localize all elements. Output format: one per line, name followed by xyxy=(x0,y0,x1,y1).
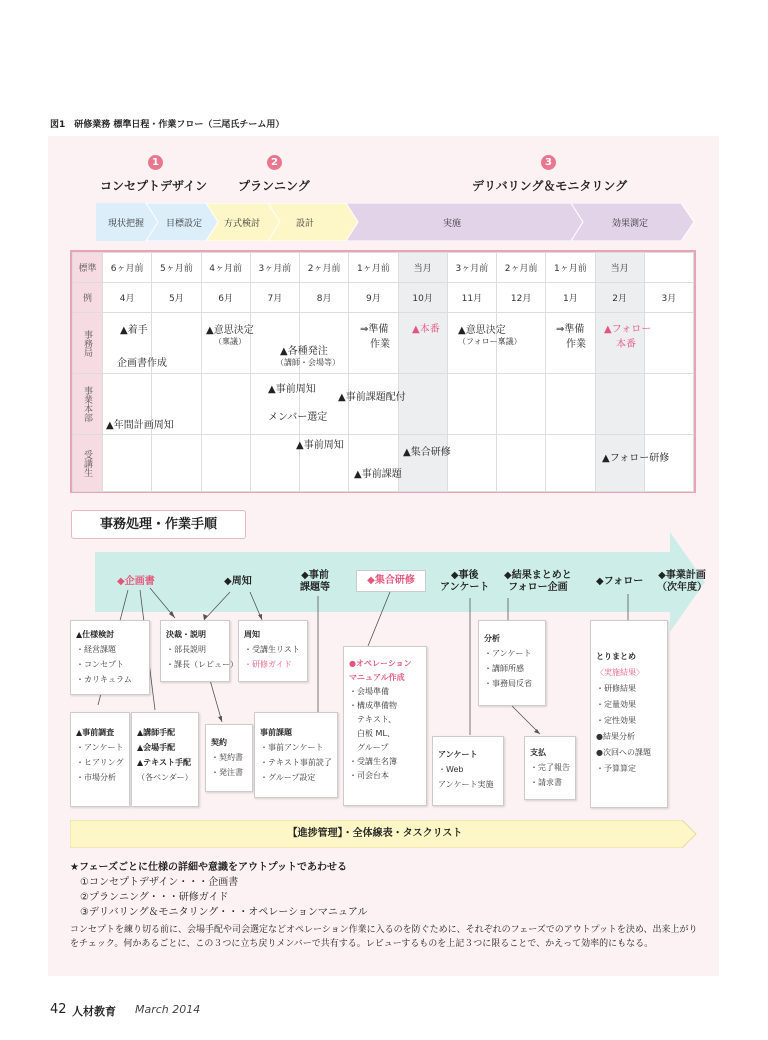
box-bunseki xyxy=(478,620,546,706)
phase-3-title: デリバリング＆モニタリング xyxy=(472,179,628,193)
phase-2-number: 2 xyxy=(267,155,282,170)
event-junbi-2: ⇒準備 xyxy=(556,324,585,335)
box-item: 白板 ML、 xyxy=(349,729,395,738)
box-item: ・経営課題 xyxy=(76,645,116,654)
std-cell: 2ヶ月前 xyxy=(497,253,546,283)
month-cell: 4月 xyxy=(103,283,152,313)
box-item: ・契約書 xyxy=(211,753,243,762)
notes-paragraph: コンセプトを練り切る前に、会場手配や司会選定などオペレーション作業に入るのを防ぐために、それぞれのフェーズでのアウトプットを決め、出来上がりをチェック。何かあるごとに、この３つに立ち戻りメンバーで共有する。レビューするものを上記３つに限ることで、かえって効率的にもなる。 xyxy=(70,925,698,949)
std-cell: 5ヶ月前 xyxy=(152,253,201,283)
progress-text: 【進捗管理】・全体線表・タスクリスト xyxy=(287,828,463,839)
std-cell: 2ヶ月前 xyxy=(300,253,349,283)
box-item: ・Web xyxy=(438,765,464,774)
month-cell: 11月 xyxy=(447,283,496,313)
notes-item: ②プランニング・・・研修ガイド xyxy=(80,892,229,903)
event-ishikettei-1-note: （稟議） xyxy=(214,337,246,346)
step-kekka-line2: フォロー企画 xyxy=(508,582,568,593)
month-cell: 5月 xyxy=(152,283,201,313)
event-member-sentei: メンバー選定 xyxy=(268,412,328,423)
month-cell: 7月 xyxy=(250,283,299,313)
event-follow-honban: ▲フォロー xyxy=(604,324,652,335)
event-kikakusho: 企画書作成 xyxy=(117,358,167,369)
notes-item: ①コンセプトデザイン・・・企画書 xyxy=(80,877,239,888)
month-cell: 1月 xyxy=(546,283,595,313)
row-header-jimukyoku: 事務局 xyxy=(73,313,103,374)
step-shuchi: ◆周知 xyxy=(224,576,252,587)
std-cell: 6ヶ月前 xyxy=(103,253,152,283)
box-item: ・アンケート xyxy=(76,743,124,752)
box-anketo xyxy=(432,736,504,806)
box-item: ・司会台本 xyxy=(349,771,389,780)
box-title: 周知 xyxy=(244,630,260,639)
event-honban: ▲本番 xyxy=(412,324,440,335)
magazine-name: 人材教育 xyxy=(72,1005,116,1018)
month-cell: 10月 xyxy=(398,283,447,313)
step-jizen-line2: 課題等 xyxy=(300,582,330,593)
connector-line xyxy=(368,592,390,646)
box-item: ・市場分析 xyxy=(76,773,116,782)
event-ishikettei-1: ▲意思決定 xyxy=(206,325,254,336)
month-cell: 8月 xyxy=(300,283,349,313)
notes-heading: ★フェーズごとに仕様の詳細や意識をアウトプットであわせる xyxy=(70,862,347,873)
event-junbi-1: ⇒準備 xyxy=(360,324,389,335)
box-keiyaku xyxy=(205,724,253,792)
row-header-jukousei: 受講生 xyxy=(73,435,103,492)
box-item: ・請求書 xyxy=(530,778,562,787)
box-item-highlight: ・研修ガイド xyxy=(244,660,292,669)
box-item: ・会場準備 xyxy=(349,687,389,696)
event-kakushu-note: （講師・会場等） xyxy=(276,358,340,367)
box-item: ▲テキスト手配 xyxy=(137,758,191,767)
box-title: 契約 xyxy=(211,738,227,747)
box-title: とりまとめ xyxy=(596,652,636,661)
connector-line xyxy=(204,592,230,620)
box-torimatome xyxy=(590,620,668,808)
step-follow: ◆フォロー xyxy=(596,576,644,587)
phase-1-title: コンセプトデザイン xyxy=(100,179,208,193)
row-header-example: 例 xyxy=(73,283,103,313)
box-shiyou-kentou xyxy=(70,620,150,695)
box-item: ・予算算定 xyxy=(596,764,636,773)
box-item: ●結果分析 xyxy=(596,732,635,741)
step-keikaku-line1: ◆事業計画 xyxy=(658,570,706,581)
box-item: ・定性効果 xyxy=(596,716,636,725)
box-title: 支払 xyxy=(530,748,546,757)
event-junbi-1-sagyou: 作業 xyxy=(370,339,390,350)
event-ishikettei-2-note: （フォロー稟議） xyxy=(458,337,522,346)
box-item: ・事前アンケート xyxy=(260,743,324,752)
box-item: ・グループ設定 xyxy=(260,773,316,782)
event-nenkan-keikaku: ▲年間計画周知 xyxy=(106,420,174,431)
box-title: 決裁・説明 xyxy=(166,630,206,639)
step-keikaku-line2: （次年度） xyxy=(657,582,707,593)
month-cell: 6月 xyxy=(201,283,250,313)
event-shugo-kenshu: ▲集合研修 xyxy=(403,447,451,458)
box-item: グループ xyxy=(349,743,389,752)
chevron-label: 目標設定 xyxy=(166,219,203,229)
std-cell: 4ヶ月前 xyxy=(201,253,250,283)
box-kessai-setsumei xyxy=(160,620,238,682)
box-tehai xyxy=(131,712,199,807)
box-item: ・事務局反省 xyxy=(484,679,532,688)
box-operation-manual xyxy=(343,646,427,806)
step-kikakusho: ◆企画書 xyxy=(117,576,155,587)
box-item: ・発注書 xyxy=(211,768,243,777)
box-item: ・部長説明 xyxy=(166,645,206,654)
step-jigo-line2: アンケート xyxy=(440,582,490,593)
chevron-label: 実施 xyxy=(443,219,462,229)
box-item: ▲会場手配 xyxy=(137,743,176,752)
box-item: ・コンセプト xyxy=(76,660,124,669)
event-jizen-kadai-haifu: ▲事前課題配付 xyxy=(338,392,406,403)
chevron-label: 設計 xyxy=(296,219,315,229)
page-number: 42 xyxy=(50,1002,67,1017)
box-item: ・定量効果 xyxy=(596,700,636,709)
arrowhead xyxy=(534,729,540,734)
chevron-label: 現状把握 xyxy=(108,219,145,229)
step-shugo-kenshu: ◆集合研修 xyxy=(356,570,426,592)
box-item: ・完了報告 xyxy=(530,763,570,772)
process-title: 事務処理・作業手順 xyxy=(71,510,246,539)
month-cell: 2月 xyxy=(595,283,644,313)
phase-3-number: 3 xyxy=(541,155,556,170)
event-follow-kenshu: ▲フォロー研修 xyxy=(602,453,670,464)
box-item: ・ヒアリング xyxy=(76,758,124,767)
box-item: テキスト、 xyxy=(349,715,397,724)
box-item: ・アンケート xyxy=(484,649,532,658)
box-item: ・受講生名簿 xyxy=(349,757,397,766)
box-item: ・講師所感 xyxy=(484,664,524,673)
box-title: ▲事前調査 xyxy=(76,728,115,737)
box-item: ・研修結果 xyxy=(596,684,636,693)
box-item: ▲講師手配 xyxy=(137,728,176,737)
row-header-honbu: 事業本部 xyxy=(73,374,103,435)
issue-date: March 2014 xyxy=(135,1003,201,1016)
step-jigo-line1: ◆事後 xyxy=(450,570,479,581)
step-kekka-line1: ◆結果まとめと xyxy=(504,570,572,581)
month-cell: 12月 xyxy=(497,283,546,313)
month-cell: 3月 xyxy=(644,283,693,313)
event-jukousei-jizen-shuchi: ▲事前周知 xyxy=(296,440,344,451)
arrowhead xyxy=(218,716,222,722)
box-item: ・受講生リスト xyxy=(244,645,300,654)
box-item: ・テキスト事前読了 xyxy=(260,758,332,767)
notes-block xyxy=(70,860,700,951)
box-title: 分析 xyxy=(484,634,500,643)
event-ishikettei-2: ▲意思決定 xyxy=(458,325,506,336)
std-cell: 1ヶ月前 xyxy=(349,253,398,283)
box-item: ●次回への課題 xyxy=(596,748,651,757)
phase-2-title: プランニング xyxy=(238,179,310,193)
std-cell: 当月 xyxy=(595,253,644,283)
box-title-highlight: マニュアル作成 xyxy=(349,673,405,682)
box-jizen-kadai xyxy=(254,712,338,798)
chevron-label: 方式検討 xyxy=(224,219,261,229)
month-cell: 9月 xyxy=(349,283,398,313)
box-item: アンケート実施 xyxy=(438,780,494,789)
event-follow-honban-2: 本番 xyxy=(616,339,636,350)
connector-line xyxy=(512,706,540,734)
box-item: ・構成準備物 xyxy=(349,701,397,710)
event-jizen-shuchi: ▲事前周知 xyxy=(268,384,316,395)
event-junbi-2-sagyou: 作業 xyxy=(566,339,586,350)
box-title: 事前課題 xyxy=(260,728,292,737)
box-item: （各ベンダー） xyxy=(137,773,193,782)
step-jizen-line1: ◆事前 xyxy=(301,570,329,581)
box-title-highlight: ●オペレーション xyxy=(349,659,412,668)
box-jizen-chousa xyxy=(70,712,130,807)
box-title: ▲仕様検討 xyxy=(76,630,115,639)
box-item: ・課長（レビュー） xyxy=(166,660,238,669)
notes-item: ③デリバリング＆モニタリング・・・オペレーションマニュアル xyxy=(80,907,368,918)
std-cell: 3ヶ月前 xyxy=(250,253,299,283)
event-kakushu-hacchu: ▲各種発注 xyxy=(280,346,328,357)
event-jukousei-jizen-kadai: ▲事前課題 xyxy=(354,469,402,480)
chevron-label: 効果測定 xyxy=(612,219,649,229)
std-cell: 当月 xyxy=(398,253,447,283)
box-shuchi xyxy=(238,620,308,682)
progress-banner xyxy=(70,820,698,848)
std-cell: 3ヶ月前 xyxy=(447,253,496,283)
box-item-highlight: 〈実施結果〉 xyxy=(596,668,644,677)
row-header-standard: 標準 xyxy=(73,253,103,283)
event-chakushu: ▲着手 xyxy=(120,325,148,336)
connector-line xyxy=(210,680,222,722)
box-title: アンケート xyxy=(438,750,478,759)
std-cell: 1ヶ月前 xyxy=(546,253,595,283)
phase-1-number: 1 xyxy=(148,155,163,170)
box-shiharai xyxy=(524,736,576,800)
figure-caption: 図1 研修業務 標準日程・作業フロー（三尾氏チーム用） xyxy=(50,120,285,130)
box-item: ・カリキュラム xyxy=(76,675,132,684)
